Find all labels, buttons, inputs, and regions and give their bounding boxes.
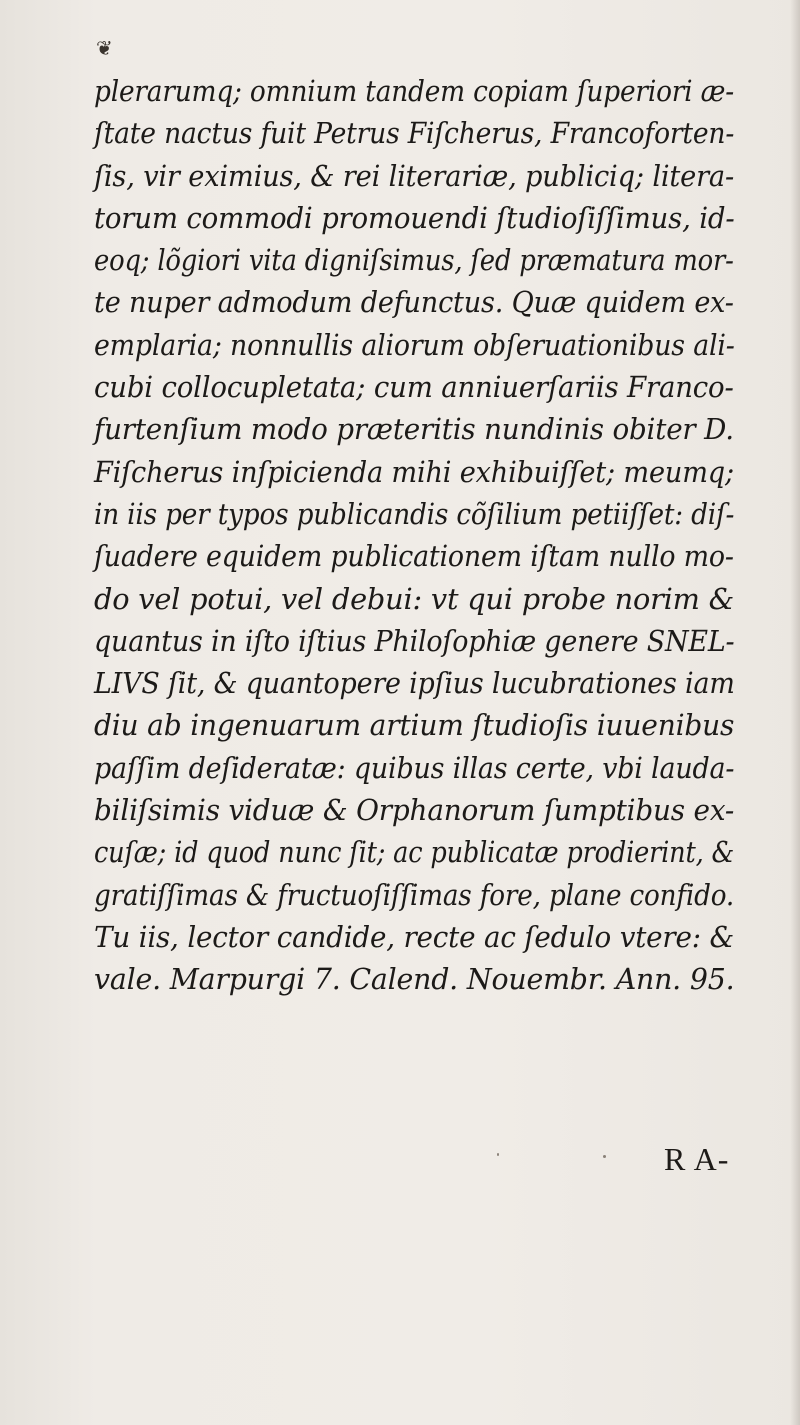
text-line: cubi collocupletata; cum anniuerſariis Franco- — [94, 370, 734, 405]
text-line: paſſim deſideratæ: quibus illas certe, vbi lauda- — [94, 750, 735, 785]
text-line: te nuper admodum defunctus. Quæ quidem ex- — [94, 285, 734, 320]
text-line: gratiſſimas & fructuoſiſſimas fore, plane confido. — [94, 877, 735, 912]
text-line: emplaria; nonnullis aliorum obſeruationibus ali- — [94, 327, 735, 362]
text-line: ſtate nactus fuit Petrus Fiſcherus, Francoforten- — [94, 116, 735, 151]
text-line: Tu iis, lector candide, recte ac ſedulo vtere: & — [94, 919, 735, 954]
printer-ornament: ❦ — [96, 36, 113, 60]
text-line: eoq; lõgiori vita digniſsimus, ſed præmatura mor- — [94, 243, 734, 278]
text-line: torum commodi promouendi ſtudioſiſſimus, id- — [94, 200, 735, 235]
text-line: plerarumq; omnium tandem copiam ſuperiori æ- — [94, 74, 734, 108]
text-line: furtenſium modo præteritis nundinis obiter D. — [94, 412, 734, 447]
text-line: biliſsimis viduæ & Orphanorum ſumptibus ex- — [94, 793, 735, 828]
latin-text-block — [94, 70, 734, 1001]
text-line: ſis, vir eximius, & rei literariæ, publiciq; litera- — [94, 158, 735, 193]
text-line: ſuadere equidem publicationem iſtam nullo mo- — [94, 539, 734, 574]
paper-speck — [603, 1155, 606, 1158]
text-line: quantus in iſto iſtius Philoſophiæ genere SNEL- — [94, 623, 735, 658]
page-edge-shadow — [790, 0, 800, 1425]
text-line: cuſæ; id quod nunc ſit; ac publicatæ prodierint, & — [94, 835, 735, 870]
text-line: do vel potui, vel debui: vt qui probe norim & — [94, 581, 735, 616]
catchword: R A- — [664, 1141, 730, 1177]
text-line: diu ab ingenuarum artium ſtudioſis iuuenibus — [94, 708, 735, 743]
text-line: vale. Marpurgi 7. Calend. Nouembr. Ann. 95. — [94, 962, 735, 997]
text-line: Fiſcherus inſpicienda mihi exhibuiſſet; meumq; — [94, 454, 734, 489]
paper-speck — [497, 1153, 499, 1156]
text-line: LIVS ſit, & quantopere ipſius lucubrationes iam — [94, 666, 735, 701]
text-line: in iis per typos publicandis cõſilium petiiſſet: diſ- — [94, 496, 735, 531]
